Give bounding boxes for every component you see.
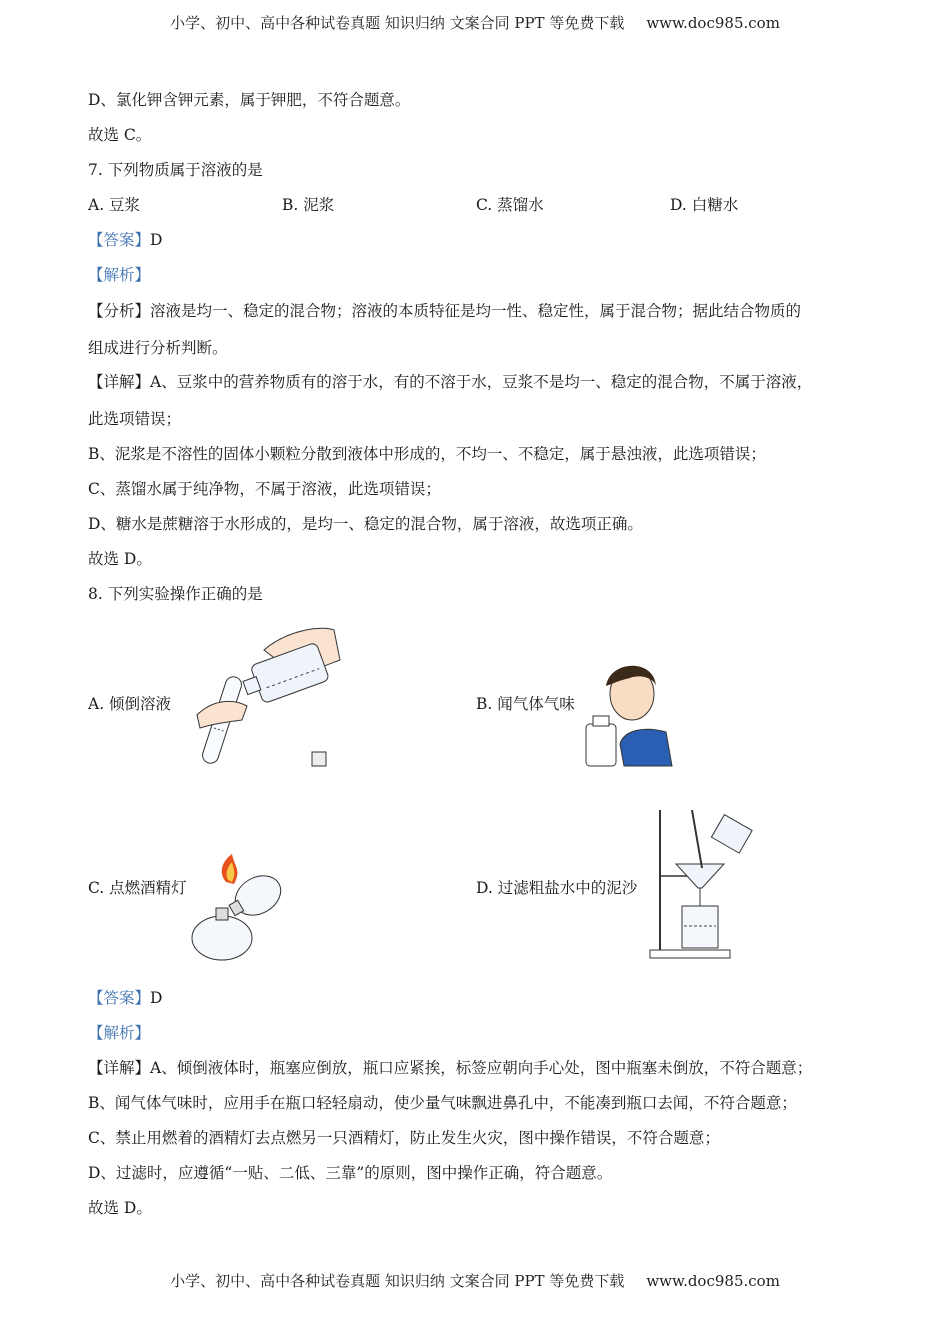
q8-answer: D bbox=[150, 989, 163, 1007]
q8-detail-b: B、闻气体气味时，应用手在瓶口轻轻扇动，使少量气味飘进鼻孔中，不能凑到瓶口去闻，不符合题意； bbox=[88, 1094, 797, 1112]
q8-option-b: B. 闻气体气味 bbox=[476, 695, 575, 713]
q7-answer-line bbox=[88, 230, 162, 250]
alcohol-lamp-illustration bbox=[186, 852, 286, 964]
q7-option-d: D. 白糖水 bbox=[670, 196, 739, 214]
q8-detail-a: A、倾倒液体时，瓶塞应倒放，瓶口应紧挨，标签应朝向手心处，图中瓶塞未倒放，不符合题意； bbox=[150, 1059, 813, 1077]
q8-xiangjie-tag: 【详解】 bbox=[88, 1059, 151, 1077]
prev-choose: 故选 C。 bbox=[88, 126, 152, 144]
q7-detail-d: D、糖水是蔗糖溶于水形成的，是均一、稳定的混合物，属于溶液，故选项正确。 bbox=[88, 515, 643, 533]
pouring-illustration bbox=[192, 620, 342, 770]
q7-detail-a2: 此选项错误； bbox=[88, 410, 182, 428]
q8-stem: 8. 下列实验操作正确的是 bbox=[88, 585, 263, 603]
q8-option-a: A. 倾倒溶液 bbox=[88, 695, 172, 713]
page-footer bbox=[0, 1270, 950, 1291]
q7-jiexi-tag: 【解析】 bbox=[88, 266, 151, 284]
q7-detail-b: B、泥浆是不溶性的固体小颗粒分散到液体中形成的，不均一、不稳定，属于悬浊液，此选项错误； bbox=[88, 445, 766, 463]
q8-answer-line bbox=[88, 988, 162, 1008]
q7-detail-a1: A、豆浆中的营养物质有的溶于水，有的不溶于水，豆浆不是均一、稳定的混合物，不属于溶液， bbox=[150, 373, 813, 391]
q8-detail-d: D、过滤时，应遵循“一贴、二低、三靠”的原则，图中操作正确，符合题意。 bbox=[88, 1164, 613, 1182]
q7-fenxi-1: 溶液是均一、稳定的混合物；溶液的本质特征是均一性、稳定性，属于混合物；据此结合物质的 bbox=[150, 302, 802, 320]
page-header bbox=[0, 12, 950, 33]
q7-fenxi-2: 组成进行分析判断。 bbox=[88, 339, 228, 357]
q7-fenxi-line bbox=[88, 301, 801, 321]
q7-option-a: A. 豆浆 bbox=[88, 196, 141, 214]
q7-stem: 7. 下列物质属于溶液的是 bbox=[88, 161, 263, 179]
q8-jiexi bbox=[88, 1023, 150, 1043]
prev-line-d: D、氯化钾含钾元素，属于钾肥，不符合题意。 bbox=[88, 91, 411, 109]
q7-xiangjie-tag: 【详解】 bbox=[88, 373, 151, 391]
q8-answer-tag: 【答案】 bbox=[88, 989, 151, 1007]
q7-detail-c: C、蒸馏水属于纯净物，不属于溶液，此选项错误； bbox=[88, 480, 441, 498]
q8-detail-a-line bbox=[88, 1058, 812, 1078]
q8-option-c: C. 点燃酒精灯 bbox=[88, 879, 187, 897]
q8-option-d: D. 过滤粗盐水中的泥沙 bbox=[476, 879, 638, 897]
q7-answer-tag: 【答案】 bbox=[88, 231, 151, 249]
q8-detail-c: C、禁止用燃着的酒精灯去点燃另一只酒精灯，防止发生火灾，图中操作错误，不符合题意； bbox=[88, 1129, 720, 1147]
q8-jiexi-tag: 【解析】 bbox=[88, 1024, 151, 1042]
filtration-illustration bbox=[646, 808, 756, 960]
footer-site[interactable]: www.doc985.com bbox=[646, 1272, 780, 1290]
q7-fenxi-tag: 【分析】 bbox=[88, 302, 151, 320]
q7-detail-a-line bbox=[88, 372, 812, 392]
q7-choose: 故选 D。 bbox=[88, 550, 152, 568]
q7-option-c: C. 蒸馏水 bbox=[476, 196, 544, 214]
q8-choose: 故选 D。 bbox=[88, 1199, 152, 1217]
footer-text: 小学、初中、高中各种试卷真题 知识归纳 文案合同 PPT 等免费下载 bbox=[170, 1272, 625, 1290]
header-site[interactable]: www.doc985.com bbox=[646, 14, 780, 32]
q7-jiexi bbox=[88, 265, 150, 285]
q7-option-b: B. 泥浆 bbox=[282, 196, 335, 214]
smelling-illustration bbox=[584, 658, 676, 770]
header-text: 小学、初中、高中各种试卷真题 知识归纳 文案合同 PPT 等免费下载 bbox=[170, 14, 625, 32]
q7-answer: D bbox=[150, 231, 163, 249]
